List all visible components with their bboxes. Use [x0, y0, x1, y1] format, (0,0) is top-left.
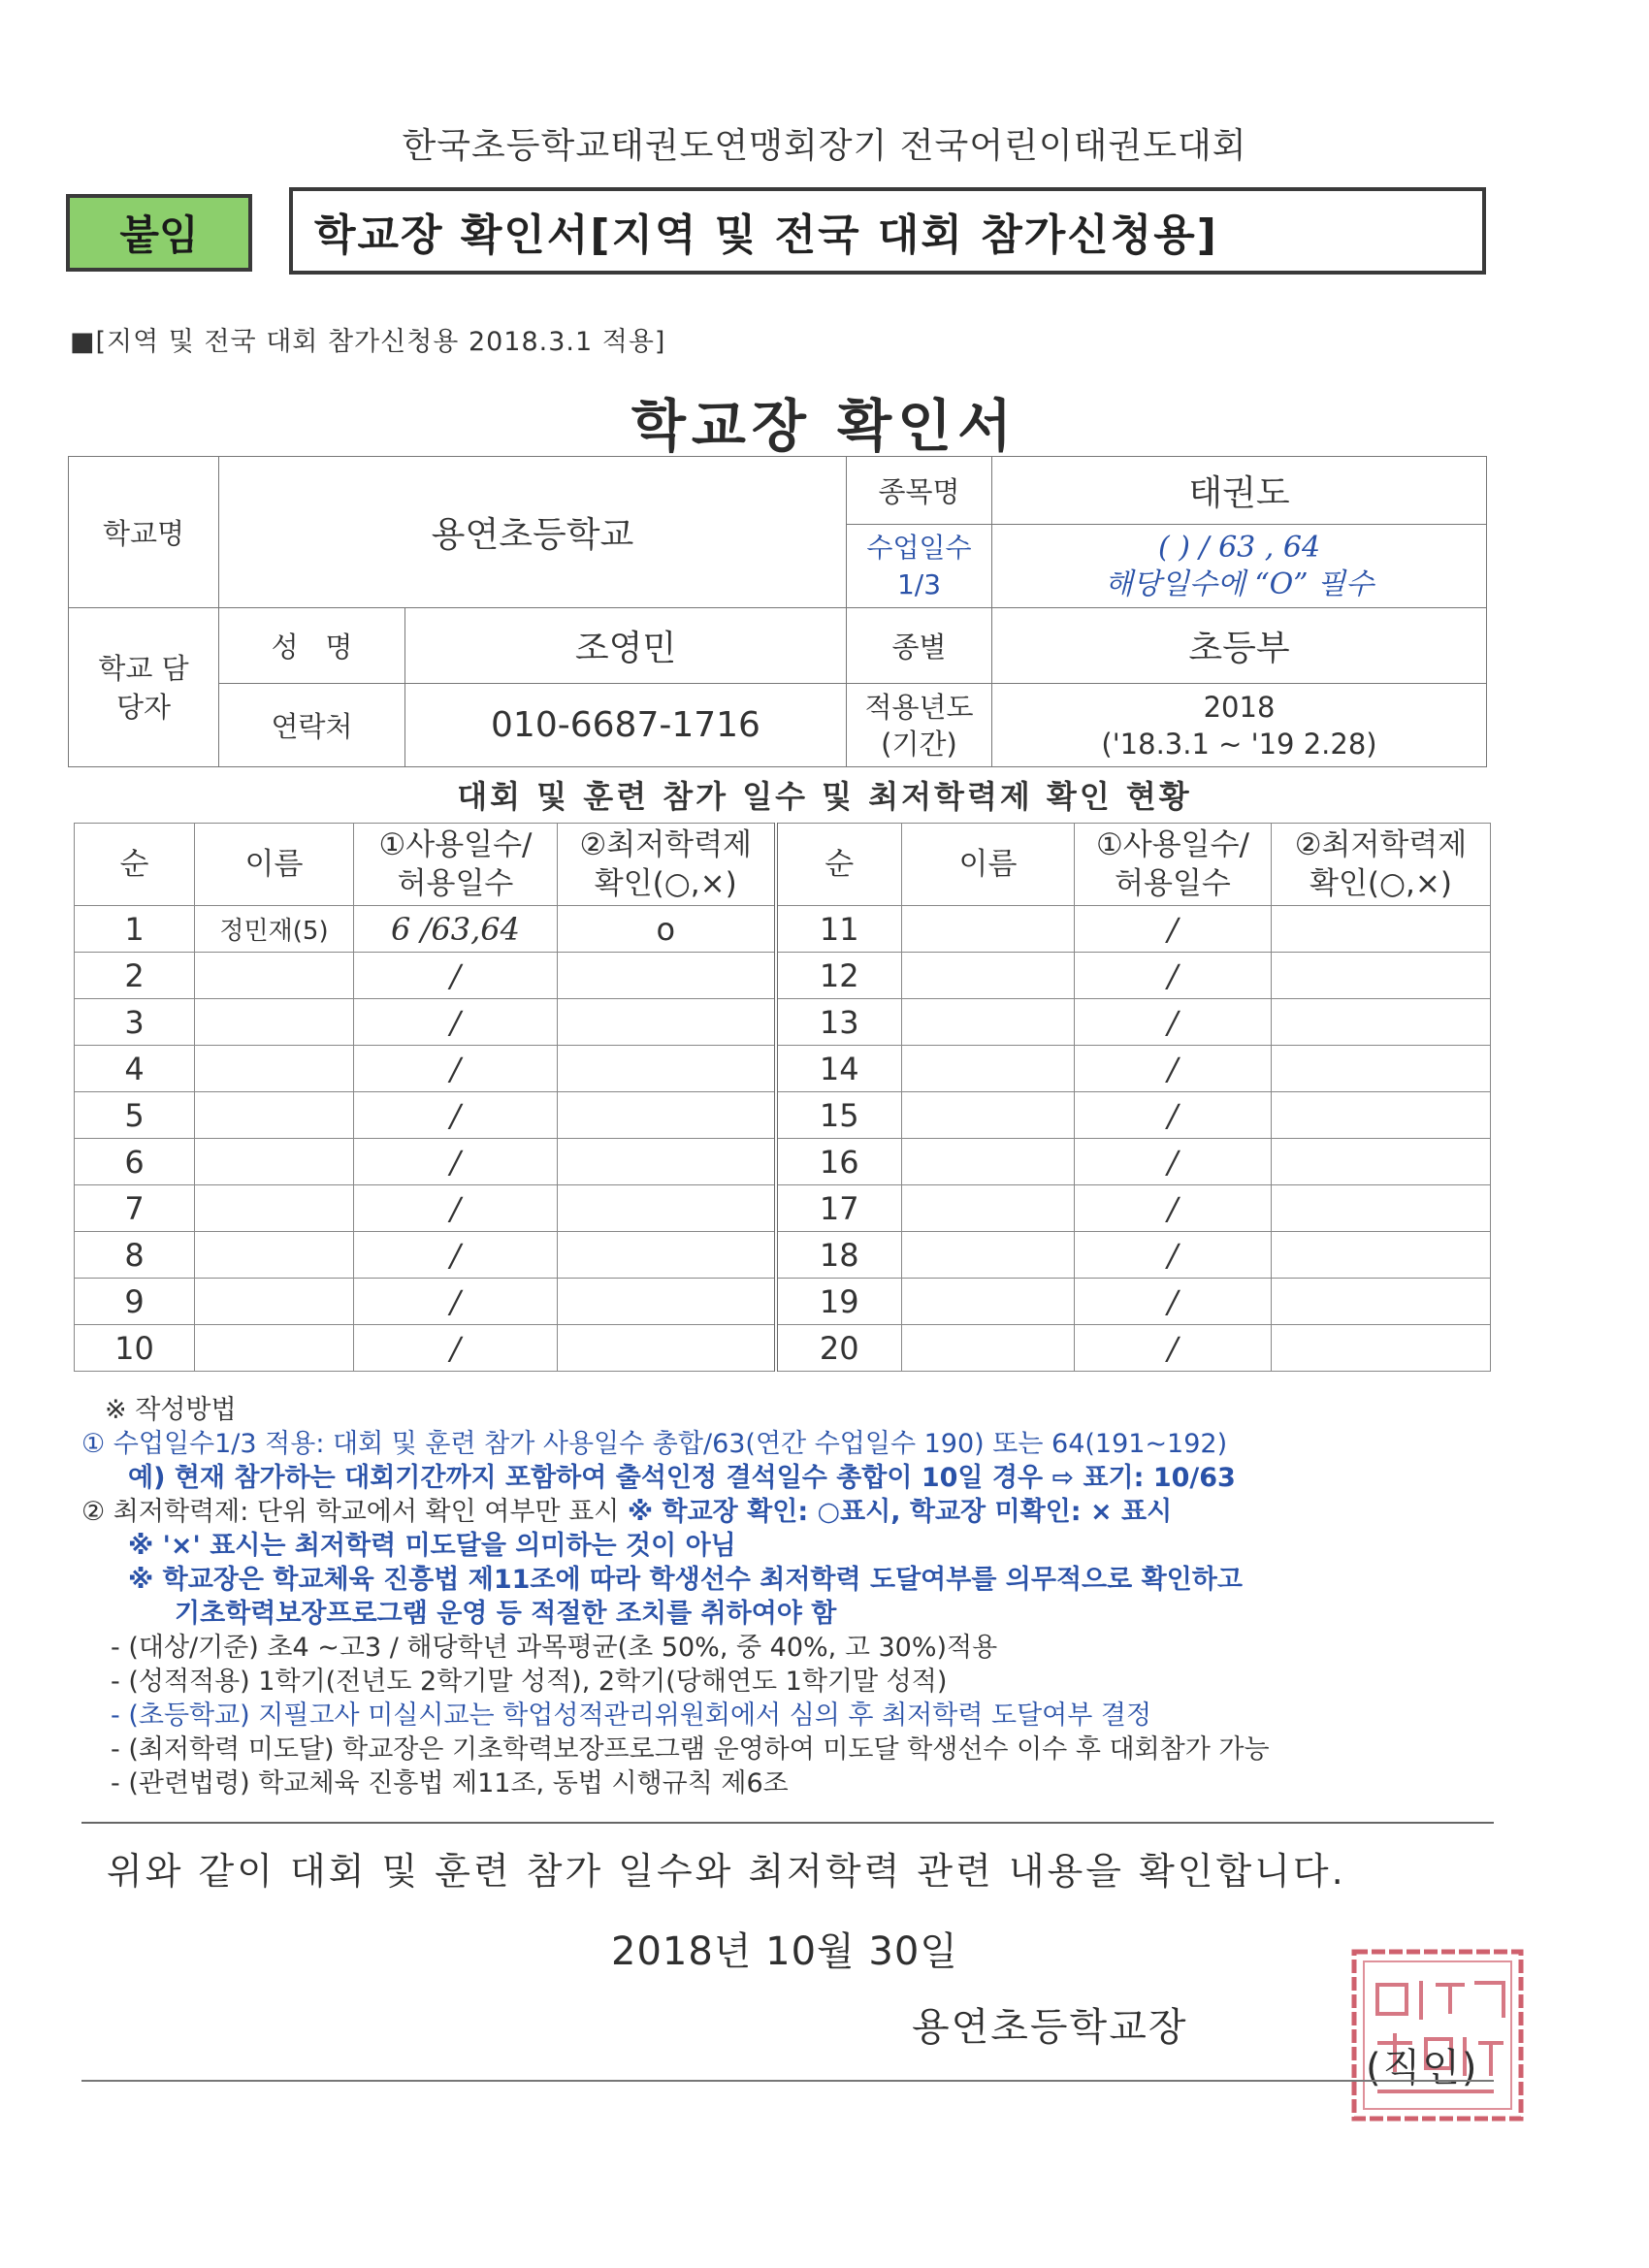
row-name-right: [902, 906, 1075, 953]
note-line-6: 기초학력보장프로그램 운영 등 적절한 조치를 취하여야 함: [175, 1599, 837, 1629]
class-days-value-line2: 해당일수에 “O” 필수: [1104, 567, 1374, 601]
class-days-label: [847, 525, 992, 608]
note-line-7: - (대상/기준) 초4 ~고3 / 해당학년 과목평균(초 50%, 중 40%, 고 30%)적용: [111, 1633, 998, 1663]
row-days-left: /: [354, 1046, 558, 1092]
row-check-left: [558, 1185, 776, 1232]
row-days-right: /: [1075, 1232, 1272, 1279]
header-days-left: [354, 824, 558, 906]
row-check-right: [1272, 906, 1491, 953]
row-name-right: [902, 1139, 1075, 1185]
row-name-left: [195, 999, 354, 1046]
header-days-left-1: ①사용일수/: [378, 827, 533, 862]
header-name-left: 이름: [195, 824, 354, 906]
school-name-label: 학교명: [69, 457, 219, 608]
row-check-left: [558, 1046, 776, 1092]
row-num-right: 15: [776, 1092, 902, 1139]
row-name-left: [195, 1325, 354, 1372]
table-row: [75, 1279, 1491, 1325]
row-num-left: 7: [75, 1185, 195, 1232]
row-check-right: [1272, 1185, 1491, 1232]
row-days-left: /: [354, 1139, 558, 1185]
period-label-line1: 적용년도: [864, 690, 974, 724]
row-days-right: /: [1075, 999, 1272, 1046]
note-line-11: - (관련법령) 학교체육 진흥법 제11조, 동법 시행규칙 제6조: [111, 1768, 789, 1798]
note-line-3a: ② 최저학력제: 단위 학교에서 확인 여부만 표시: [81, 1497, 628, 1527]
row-num-left: 6: [75, 1139, 195, 1185]
row-name-right: [902, 999, 1075, 1046]
note-line-3: [81, 1495, 1536, 1529]
row-name-right: [902, 1046, 1075, 1092]
note-line-1: ① 수업일수1/3 적용: 대회 및 훈련 참가 사용일수 총합/63(연간 수업일수 190) 또는 64(191~192): [81, 1429, 1228, 1459]
row-check-right: [1272, 1092, 1491, 1139]
row-name-left: [195, 1046, 354, 1092]
document-date: 2018년 10월 30일: [611, 1929, 958, 1974]
row-name-right: [902, 1325, 1075, 1372]
contact-label: 연락처: [219, 684, 405, 767]
row-days-right: /: [1075, 1279, 1272, 1325]
period-value-line2: ('18.3.1 ~ '19 2.28): [1101, 727, 1377, 761]
period-value: [992, 684, 1487, 767]
notes-heading: ※ 작성방법: [105, 1395, 237, 1425]
header-days-right: [1075, 824, 1272, 906]
row-name-right: [902, 1232, 1075, 1279]
category-label: 종별: [847, 608, 992, 684]
table-row: [75, 999, 1491, 1046]
row-name-left: [195, 1185, 354, 1232]
row-num-right: 12: [776, 953, 902, 999]
category-value: 초등부: [992, 608, 1487, 684]
row-days-right: /: [1075, 1092, 1272, 1139]
row-check-right: [1272, 1139, 1491, 1185]
period-value-line1: 2018: [1203, 690, 1276, 724]
row-check-left: [558, 1139, 776, 1185]
row-num-right: 11: [776, 906, 902, 953]
row-days-left: /: [354, 1232, 558, 1279]
row-days-left: /: [354, 1279, 558, 1325]
staff-name-value: 조영민: [405, 608, 847, 684]
divider-bottom: [81, 2080, 1494, 2082]
row-num-right: 14: [776, 1046, 902, 1092]
period-label-line2: (기간): [881, 727, 957, 761]
row-num-right: 17: [776, 1185, 902, 1232]
row-days-right: /: [1075, 1046, 1272, 1092]
period-label: [847, 684, 992, 767]
table-row: [75, 1092, 1491, 1139]
row-num-left: 4: [75, 1046, 195, 1092]
instructions: [81, 1393, 1536, 1800]
header-check-left-1: ②최저학력제: [579, 827, 753, 862]
row-check-left: [558, 1325, 776, 1372]
contact-value: 010-6687-1716: [405, 684, 847, 767]
row-num-right: 19: [776, 1279, 902, 1325]
table-row: [75, 1046, 1491, 1092]
confirmation-text: 위와 같이 대회 및 훈련 참가 일수와 최저학력 관련 내용을 확인합니다.: [107, 1850, 1346, 1893]
row-name-left: [195, 953, 354, 999]
class-days-label-line2: 1/3: [896, 567, 942, 600]
row-days-right: /: [1075, 1139, 1272, 1185]
row-num-right: 16: [776, 1139, 902, 1185]
event-title: 한국초등학교태권도연맹회장기 전국어린이태권도대회: [402, 126, 1247, 166]
row-name-left: [195, 1232, 354, 1279]
staff-label: 학교 담당자: [69, 608, 219, 767]
section-title: 대회 및 훈련 참가 일수 및 최저학력제 확인 현황: [457, 778, 1192, 815]
row-days-right: /: [1075, 953, 1272, 999]
header-check-left: [558, 824, 776, 906]
header-days-right-1: ①사용일수/: [1095, 827, 1250, 862]
row-num-left: 3: [75, 999, 195, 1046]
row-name-right: [902, 1185, 1075, 1232]
note-line-3b: ※ 학교장 확인: ○표시, 학교장 미확인: × 표시: [627, 1497, 1173, 1527]
school-name-value: 용연초등학교: [219, 457, 847, 608]
row-check-left: [558, 953, 776, 999]
table-row: [75, 906, 1491, 953]
attachment-badge: 붙임: [66, 194, 252, 272]
row-check-right: [1272, 1046, 1491, 1092]
sport-label: 종목명: [847, 457, 992, 525]
row-days-left: /: [354, 999, 558, 1046]
header-check-right-2: 확인(○,×): [1310, 866, 1452, 901]
staff-name-label: 성 명: [219, 608, 405, 684]
class-days-value: [992, 525, 1487, 608]
table-row: [75, 1232, 1491, 1279]
principal-title: 용연초등학교장: [912, 2005, 1188, 2050]
row-days-left: 6 /63,64: [354, 906, 558, 953]
divider-top: [81, 1822, 1494, 1824]
header-num-right: 순: [776, 824, 902, 906]
row-check-left: [558, 1232, 776, 1279]
note-line-10: - (최저학력 미도달) 학교장은 기초학력보장프로그램 운영하여 미도달 학생선수 이수 후 대회참가 가능: [111, 1734, 1270, 1765]
note-line-2: 예) 현재 참가하는 대회기간까지 포함하여 출석인정 결석일수 총합이 10일 경우 ⇨ 표기: 10/63: [128, 1463, 1236, 1493]
row-name-right: [902, 1092, 1075, 1139]
row-check-right: [1272, 1279, 1491, 1325]
row-name-left: [195, 1139, 354, 1185]
table-row: [75, 1185, 1491, 1232]
header-check-right: [1272, 824, 1491, 906]
row-num-right: 13: [776, 999, 902, 1046]
row-check-left: [558, 1279, 776, 1325]
row-num-left: 2: [75, 953, 195, 999]
row-num-left: 1: [75, 906, 195, 953]
row-name-left: [195, 1092, 354, 1139]
table-row: [75, 1325, 1491, 1372]
header-num-left: 순: [75, 824, 195, 906]
row-num-left: 10: [75, 1325, 195, 1372]
sport-value: 태권도: [992, 457, 1487, 525]
row-name-right: [902, 1279, 1075, 1325]
row-check-left: [558, 1092, 776, 1139]
header-days-left-2: 허용일수: [397, 866, 514, 901]
document-title: 학교장 확인서: [630, 393, 1018, 459]
row-days-right: /: [1075, 1185, 1272, 1232]
table-row: [75, 953, 1491, 999]
note-line-9: - (초등학교) 지필고사 미실시교는 학업성적관리위원회에서 심의 후 최저학력 도달여부 결정: [111, 1701, 1152, 1731]
row-num-right: 20: [776, 1325, 902, 1372]
official-seal-stamp: [1348, 1946, 1527, 2124]
info-table: [68, 456, 1487, 767]
row-check-right: [1272, 1232, 1491, 1279]
note-line-4: ※ '×' 표시는 최저학력 미도달을 의미하는 것이 아님: [128, 1531, 736, 1561]
table-header-row: [75, 824, 1491, 906]
class-days-label-line1: 수업일수: [866, 531, 972, 564]
row-days-right: /: [1075, 906, 1272, 953]
row-days-left: /: [354, 1185, 558, 1232]
form-title: 학교장 확인서[지역 및 전국 대회 참가신청용]: [289, 187, 1486, 275]
header-name-right: 이름: [902, 824, 1075, 906]
row-check-right: [1272, 953, 1491, 999]
row-days-left: /: [354, 953, 558, 999]
seal-label: (직인): [1366, 2046, 1479, 2090]
note-line-5: ※ 학교장은 학교체육 진흥법 제11조에 따라 학생선수 최저학력 도달여부를 의무적으로 확인하고: [128, 1565, 1243, 1595]
row-num-left: 9: [75, 1279, 195, 1325]
header-days-right-2: 허용일수: [1115, 866, 1231, 901]
applicability-note: ■[지역 및 전국 대회 참가신청용 2018.3.1 적용]: [70, 327, 666, 357]
row-name-left: 정민재(5): [195, 906, 354, 953]
row-name-right: [902, 953, 1075, 999]
row-check-left: [558, 999, 776, 1046]
row-check-right: [1272, 1325, 1491, 1372]
row-name-left: [195, 1279, 354, 1325]
row-check-right: [1272, 999, 1491, 1046]
table-row: [75, 1139, 1491, 1185]
row-check-left: o: [558, 906, 776, 953]
header-check-right-1: ②최저학력제: [1294, 827, 1468, 862]
row-days-left: /: [354, 1092, 558, 1139]
row-num-right: 18: [776, 1232, 902, 1279]
row-num-left: 5: [75, 1092, 195, 1139]
row-num-left: 8: [75, 1232, 195, 1279]
class-days-value-line1: ( ) / 63 , 64: [1157, 530, 1321, 565]
header-check-left-2: 확인(○,×): [594, 866, 737, 901]
row-days-left: /: [354, 1325, 558, 1372]
row-days-right: /: [1075, 1325, 1272, 1372]
note-line-8: - (성적적용) 1학기(전년도 2학기말 성적), 2학기(당해연도 1학기말 성적): [111, 1667, 948, 1697]
participation-table: [74, 823, 1491, 1372]
